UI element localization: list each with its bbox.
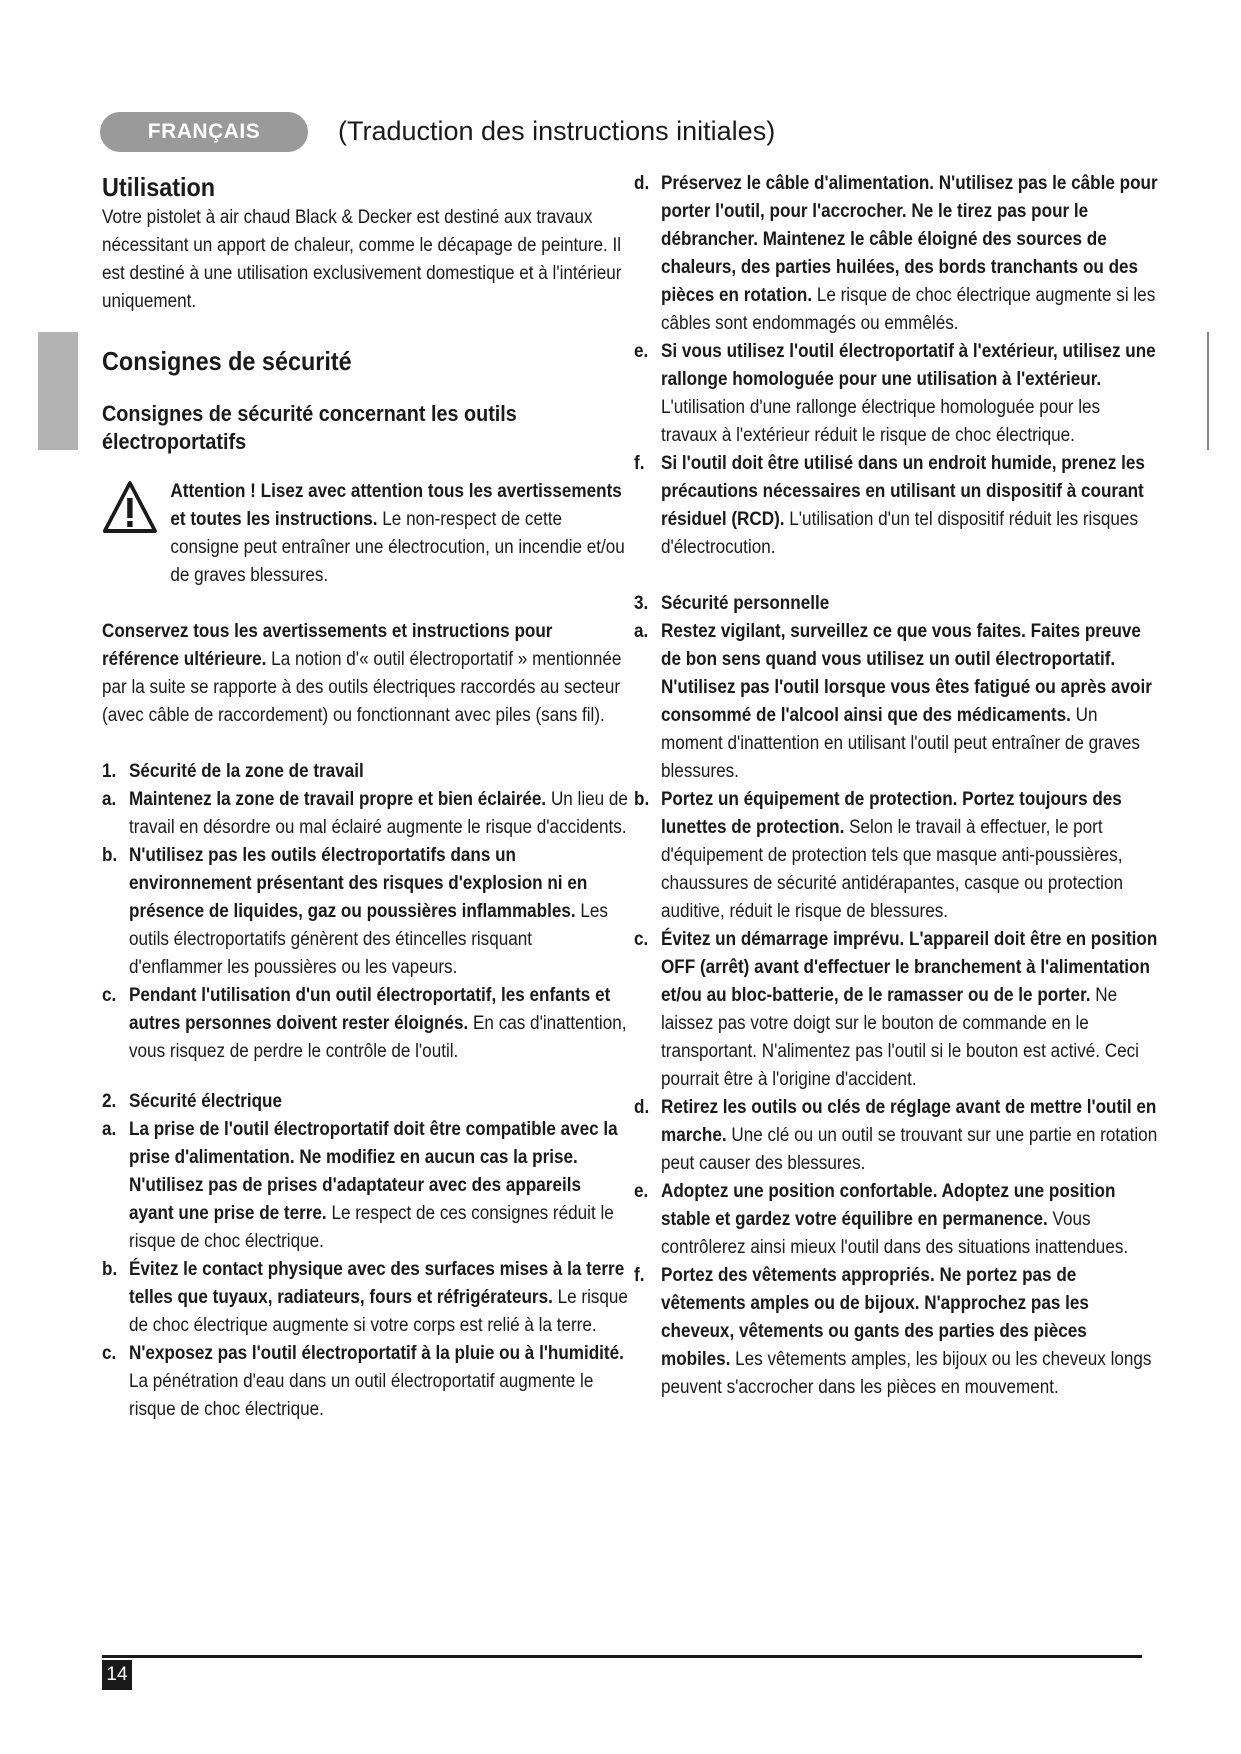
footer-rule	[102, 1655, 1142, 1658]
list-item	[102, 1256, 629, 1340]
item-text: Restez vigilant, surveillez ce que vous faites. Faites preuve de bon sens quand vous utilisez un outil électroportatif. N'utilisez pas l'outil lorsque vous êtes fatigué ou après avoir consommé de l'alcool ainsi que des médicaments. Un moment d'inattention en utilisant l'outil peut entraîner de graves blessures.	[661, 621, 1152, 782]
item-text: Si l'outil doit être utilisé dans un endroit humide, prenez les précautions nécessaires en utilisant un dispositif à courant résiduel (RCD). L'utilisation d'un tel dispositif réduit les risques d'électrocution.	[661, 453, 1145, 558]
item-text: Maintenez la zone de travail propre et bien éclairée. Un lieu de travail en désordre ou mal éclairé augmente le risque d'accidents.	[129, 789, 628, 838]
section-1-number: 1.	[102, 761, 117, 782]
section-1-heading	[102, 758, 629, 786]
item-label: c.	[102, 985, 117, 1006]
warning-block	[102, 478, 629, 590]
item-label: d.	[634, 173, 650, 194]
item-label: d.	[634, 1097, 650, 1118]
item-label: a.	[102, 789, 117, 810]
item-text: La prise de l'outil électroportatif doit être compatible avec la prise d'alimentation. Ne modifiez en aucun cas la prise. N'utilisez pas de prises d'adaptateur avec des appareils ayant une prise de terre. Le respect de ces consignes réduit le risque de choc électrique.	[129, 1119, 618, 1252]
item-label: e.	[634, 341, 649, 362]
item-text: Portez des vêtements appropriés. Ne portez pas de vêtements amples ou de bijoux. N'approchez pas les cheveux, vêtements ou gants des parties des pièces mobiles. Les vêtements amples, les bijoux ou les cheveux longs peuvent s'accrocher dans les pièces en mouvement.	[661, 1265, 1152, 1398]
left-column	[102, 170, 629, 1424]
item-label: f.	[634, 453, 645, 474]
warning-triangle-icon	[102, 480, 158, 534]
warning-normal: Le non-respect de cette consigne peut entraîner une électrocution, un incendie et/ou de graves blessures.	[170, 509, 625, 586]
list-item	[102, 982, 629, 1066]
section-3-title: Sécurité personnelle	[661, 593, 830, 614]
list-item	[634, 618, 1158, 786]
list-item	[634, 170, 1158, 338]
section-3-number: 3.	[634, 593, 649, 614]
item-label: b.	[634, 789, 650, 810]
item-label: c.	[634, 929, 649, 950]
item-text: Portez un équipement de protection. Portez toujours des lunettes de protection. Selon le travail à effectuer, le port d'équipement de protection tels que masque anti-poussières, chaussures de sécurité antidérapantes, casque ou protection auditive, réduit le risque de blessures.	[661, 789, 1123, 922]
warning-text	[163, 478, 628, 590]
item-label: b.	[102, 845, 118, 866]
page-subtitle: (Traduction des instructions initiales)	[338, 116, 776, 146]
list-item	[634, 1094, 1158, 1178]
warning-bold: Attention ! Lisez avec attention tous les avertissements et toutes les instructions.	[170, 481, 622, 530]
item-label: a.	[102, 1119, 117, 1140]
section-3-heading	[634, 590, 1158, 618]
utilisation-title: Utilisation	[102, 172, 216, 202]
language-badge: FRANÇAIS	[100, 112, 308, 152]
item-text: Évitez le contact physique avec des surfaces mises à la terre telles que tuyaux, radiateurs, fours et réfrigérateurs. Le risque de choc électrique augmente si votre corps est relié à la terre.	[129, 1259, 628, 1336]
item-text: Si vous utilisez l'outil électroportatif à l'extérieur, utilisez une rallonge homologuée pour une utilisation à l'extérieur. L'utilisation d'une rallonge électrique homologuée pour les travaux à l'extérieur réduit le risque de choc électrique.	[661, 341, 1156, 446]
item-text: N'utilisez pas les outils électroportatifs dans un environnement présentant des risques d'explosion ni en présence de liquides, gaz ou poussières inflammables. Les outils électroportatifs génèrent des étincelles risquant d'enflammer les poussières ou les vapeurs.	[129, 845, 608, 978]
item-label: c.	[102, 1343, 117, 1364]
item-label: b.	[102, 1259, 118, 1280]
keep-instructions	[102, 618, 629, 730]
section-2-heading	[102, 1088, 629, 1116]
list-item	[102, 1116, 629, 1256]
list-item	[634, 786, 1158, 926]
list-item	[634, 1178, 1158, 1262]
page-number: 14	[102, 1660, 132, 1690]
section-1-title: Sécurité de la zone de travail	[129, 761, 364, 782]
item-label: f.	[634, 1265, 645, 1286]
section-side-tab	[38, 332, 78, 450]
item-text: Retirez les outils ou clés de réglage avant de mettre l'outil en marche. Une clé ou un outil se trouvant sur une partie en rotation peut causer des blessures.	[661, 1097, 1158, 1174]
right-column	[634, 170, 1158, 1402]
item-label: a.	[634, 621, 649, 642]
section-2-number: 2.	[102, 1091, 117, 1112]
item-text: Évitez un démarrage imprévu. L'appareil doit être en position OFF (arrêt) avant d'effectuer le branchement à l'alimentation et/ou au bloc-batterie, de le ramasser ou de le porter. Ne laissez pas votre doigt sur le bouton de commande en le transportant. N'alimentez pas l'outil si le bouton est activé. Ceci pourrait être à l'origine d'accident.	[661, 929, 1158, 1090]
safety-subtitle: Consignes de sécurité concernant les outils électroportatifs	[102, 401, 517, 454]
utilisation-text: Votre pistolet à air chaud Black & Decker est destiné aux travaux nécessitant un apport de chaleur, comme le décapage de peinture. Il est destiné à une utilisation exclusivement domestique et à l'intérieur uniquement.	[102, 207, 622, 312]
right-margin-mark	[1207, 332, 1209, 450]
item-label: e.	[634, 1181, 649, 1202]
list-item	[102, 1340, 629, 1424]
list-item	[634, 1262, 1158, 1402]
list-item	[634, 450, 1158, 562]
item-text: Pendant l'utilisation d'un outil électroportatif, les enfants et autres personnes doivent rester éloignés. En cas d'inattention, vous risquez de perdre le contrôle de l'outil.	[129, 985, 627, 1062]
safety-title: Consignes de sécurité	[102, 346, 352, 376]
section-2-title: Sécurité électrique	[129, 1091, 283, 1112]
item-text: Adoptez une position confortable. Adoptez une position stable et gardez votre équilibre en permanence. Vous contrôlerez ainsi mieux l'outil dans des situations inattendues.	[661, 1181, 1129, 1258]
list-item	[634, 338, 1158, 450]
item-text: N'exposez pas l'outil électroportatif à la pluie ou à l'humidité. La pénétration d'eau dans un outil électroportatif augmente le risque de choc électrique.	[129, 1343, 624, 1420]
keep-text: La notion d'« outil électroportatif » mentionnée par la suite se rapporte à des outils électriques raccordés au secteur (avec câble de raccordement) ou fonctionnant avec piles (sans fil).	[102, 649, 622, 726]
list-item	[102, 786, 629, 842]
list-item	[102, 842, 629, 982]
item-text: Préservez le câble d'alimentation. N'utilisez pas le câble pour porter l'outil, pour l'accrocher. Ne le tirez pas pour le débrancher. Maintenez le câble éloigné des sources de chaleurs, des parties huilées, des bords tranchants ou des pièces en rotation. Le risque de choc électrique augmente si les câbles sont endommagés ou emmêlés.	[661, 173, 1158, 334]
keep-bold: Conservez tous les avertissements et instructions pour référence ultérieure.	[102, 621, 553, 670]
list-item	[634, 926, 1158, 1094]
